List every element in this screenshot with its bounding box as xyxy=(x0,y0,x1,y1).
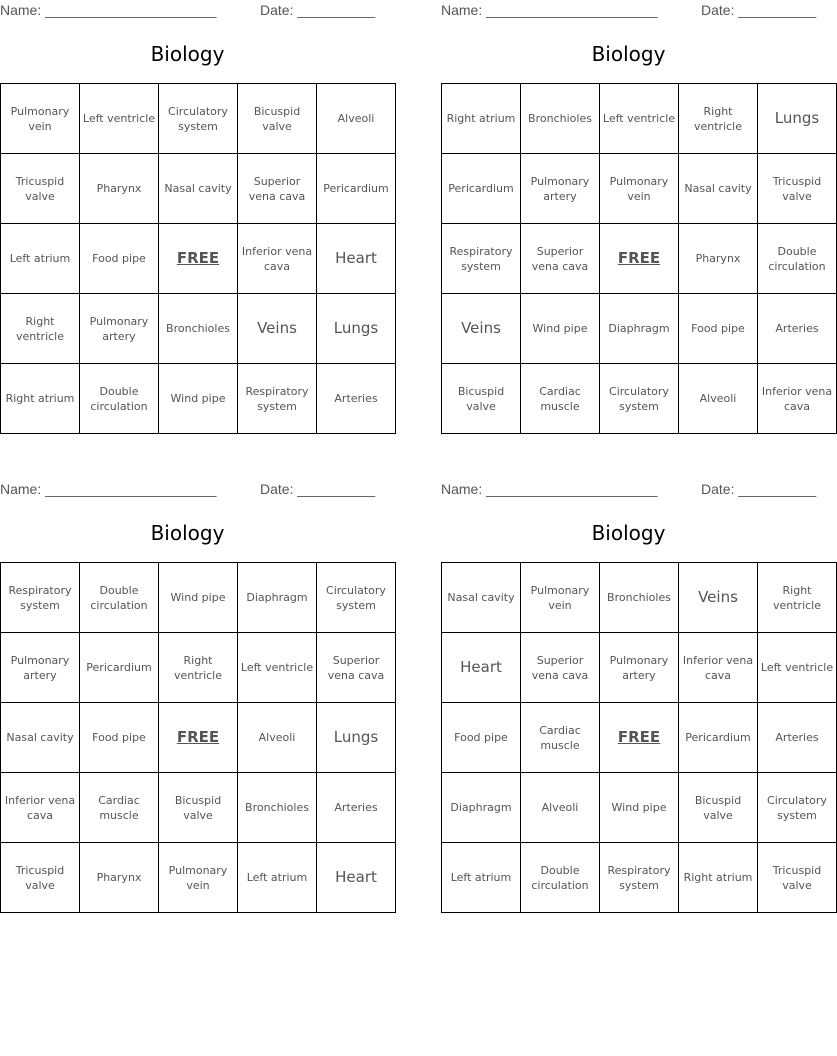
free-space-cell: FREE xyxy=(600,703,679,773)
bingo-cell: Food pipe xyxy=(80,703,159,773)
bingo-cell: Inferior vena cava xyxy=(679,633,758,703)
bingo-cell: Diaphragm xyxy=(238,563,317,633)
bingo-cell: Wind pipe xyxy=(600,773,679,843)
bingo-cell: Nasal cavity xyxy=(442,563,521,633)
bingo-cell: Pulmonary vein xyxy=(521,563,600,633)
free-space-cell: FREE xyxy=(159,224,238,294)
card-title: Biology xyxy=(591,42,666,66)
bingo-cell: Lungs xyxy=(317,294,396,364)
grid-row xyxy=(442,703,837,773)
bingo-cell: Arteries xyxy=(317,364,396,434)
name-field-label: Name: ______________________ xyxy=(441,2,658,18)
bingo-cell: Left ventricle xyxy=(758,633,837,703)
bingo-cell: Circulatory system xyxy=(317,563,396,633)
grid-row xyxy=(1,843,396,913)
grid-row xyxy=(1,773,396,843)
grid-row xyxy=(1,703,396,773)
grid-row xyxy=(1,563,396,633)
bingo-cell: Veins xyxy=(238,294,317,364)
bingo-cell: Bronchioles xyxy=(600,563,679,633)
bingo-grid xyxy=(441,83,837,434)
bingo-cell: Alveoli xyxy=(317,84,396,154)
bingo-cell: Respiratory system xyxy=(1,563,80,633)
bingo-cell: Tricuspid valve xyxy=(1,154,80,224)
card-header xyxy=(0,0,375,22)
bingo-cell: Wind pipe xyxy=(159,364,238,434)
bingo-cell: Pulmonary artery xyxy=(521,154,600,224)
bingo-cell: Right ventricle xyxy=(679,84,758,154)
bingo-cell: Pericardium xyxy=(679,703,758,773)
bingo-cell: Pharynx xyxy=(80,843,159,913)
bingo-cell: Double circulation xyxy=(758,224,837,294)
bingo-cell: Right ventricle xyxy=(758,563,837,633)
card-header xyxy=(441,0,816,22)
bingo-cell: Bronchioles xyxy=(238,773,317,843)
bingo-cell: Pulmonary artery xyxy=(1,633,80,703)
bingo-cell: Right ventricle xyxy=(159,633,238,703)
free-space-cell: FREE xyxy=(159,703,238,773)
grid-row xyxy=(1,633,396,703)
bingo-cell: Nasal cavity xyxy=(1,703,80,773)
bingo-cell: Pulmonary vein xyxy=(600,154,679,224)
bingo-cell: Superior vena cava xyxy=(317,633,396,703)
bingo-cell: Circulatory system xyxy=(758,773,837,843)
card-title: Biology xyxy=(591,521,666,545)
bingo-cell: Arteries xyxy=(758,703,837,773)
grid-row xyxy=(442,294,837,364)
bingo-cell: Inferior vena cava xyxy=(1,773,80,843)
date-field-label: Date: __________ xyxy=(701,481,817,497)
bingo-cell: Lungs xyxy=(758,84,837,154)
bingo-cell: Bicuspid valve xyxy=(679,773,758,843)
bingo-cell: Bronchioles xyxy=(159,294,238,364)
bingo-cell: Respiratory system xyxy=(442,224,521,294)
grid-row xyxy=(1,364,396,434)
bingo-cell: Pericardium xyxy=(442,154,521,224)
bingo-cell: Right atrium xyxy=(679,843,758,913)
grid-row xyxy=(442,364,837,434)
grid-row xyxy=(1,294,396,364)
grid-row xyxy=(1,154,396,224)
grid-row xyxy=(442,773,837,843)
bingo-grid xyxy=(0,83,396,434)
bingo-cell: Heart xyxy=(317,843,396,913)
name-field-label: Name: ______________________ xyxy=(0,2,217,18)
bingo-cell: Alveoli xyxy=(679,364,758,434)
bingo-cell: Nasal cavity xyxy=(679,154,758,224)
bingo-cell: Superior vena cava xyxy=(238,154,317,224)
grid-row xyxy=(442,563,837,633)
bingo-cell: Double circulation xyxy=(80,563,159,633)
bingo-cell: Arteries xyxy=(758,294,837,364)
bingo-cell: Tricuspid valve xyxy=(758,843,837,913)
bingo-cell: Circulatory system xyxy=(159,84,238,154)
grid-row xyxy=(442,84,837,154)
bingo-cell: Right atrium xyxy=(442,84,521,154)
date-field-label: Date: __________ xyxy=(260,2,376,18)
bingo-cell: Food pipe xyxy=(442,703,521,773)
bingo-cell: Bronchioles xyxy=(521,84,600,154)
bingo-cell: Superior vena cava xyxy=(521,633,600,703)
bingo-cell: Nasal cavity xyxy=(159,154,238,224)
bingo-cell: Right atrium xyxy=(1,364,80,434)
bingo-cell: Pericardium xyxy=(317,154,396,224)
name-field-label: Name: ______________________ xyxy=(441,481,658,497)
bingo-cell: Cardiac muscle xyxy=(80,773,159,843)
bingo-cell: Left ventricle xyxy=(238,633,317,703)
bingo-cell: Cardiac muscle xyxy=(521,703,600,773)
bingo-cell: Heart xyxy=(442,633,521,703)
free-space-cell: FREE xyxy=(600,224,679,294)
bingo-cell: Veins xyxy=(679,563,758,633)
bingo-cell: Alveoli xyxy=(521,773,600,843)
card-header xyxy=(0,479,375,501)
bingo-cell: Pharynx xyxy=(679,224,758,294)
bingo-cell: Lungs xyxy=(317,703,396,773)
bingo-cell: Double circulation xyxy=(521,843,600,913)
bingo-cell: Food pipe xyxy=(679,294,758,364)
bingo-cell: Tricuspid valve xyxy=(1,843,80,913)
bingo-cell: Cardiac muscle xyxy=(521,364,600,434)
date-field-label: Date: __________ xyxy=(260,481,376,497)
bingo-cell: Respiratory system xyxy=(600,843,679,913)
bingo-grid xyxy=(0,562,396,913)
bingo-cell: Arteries xyxy=(317,773,396,843)
grid-row xyxy=(442,224,837,294)
bingo-cell: Alveoli xyxy=(238,703,317,773)
name-field-label: Name: ______________________ xyxy=(0,481,217,497)
bingo-cell: Diaphragm xyxy=(442,773,521,843)
grid-row xyxy=(442,843,837,913)
bingo-cell: Pulmonary artery xyxy=(80,294,159,364)
bingo-cell: Right ventricle xyxy=(1,294,80,364)
bingo-cell: Respiratory system xyxy=(238,364,317,434)
bingo-cell: Pericardium xyxy=(80,633,159,703)
bingo-grid xyxy=(441,562,837,913)
bingo-cell: Left ventricle xyxy=(600,84,679,154)
bingo-cell: Superior vena cava xyxy=(521,224,600,294)
bingo-cell: Inferior vena cava xyxy=(758,364,837,434)
grid-row xyxy=(1,84,396,154)
card-title: Biology xyxy=(150,521,225,545)
bingo-cell: Tricuspid valve xyxy=(758,154,837,224)
bingo-cell: Veins xyxy=(442,294,521,364)
grid-row xyxy=(1,224,396,294)
bingo-cell: Circulatory system xyxy=(600,364,679,434)
grid-row xyxy=(442,633,837,703)
bingo-cell: Heart xyxy=(317,224,396,294)
bingo-cell: Diaphragm xyxy=(600,294,679,364)
date-field-label: Date: __________ xyxy=(701,2,817,18)
bingo-cell: Bicuspid valve xyxy=(238,84,317,154)
bingo-cell: Left atrium xyxy=(1,224,80,294)
bingo-cell: Left atrium xyxy=(442,843,521,913)
bingo-cell: Pharynx xyxy=(80,154,159,224)
bingo-cell: Bicuspid valve xyxy=(442,364,521,434)
bingo-cell: Pulmonary artery xyxy=(600,633,679,703)
grid-row xyxy=(442,154,837,224)
bingo-cell: Double circulation xyxy=(80,364,159,434)
bingo-cell: Inferior vena cava xyxy=(238,224,317,294)
bingo-cell: Bicuspid valve xyxy=(159,773,238,843)
bingo-cell: Wind pipe xyxy=(521,294,600,364)
bingo-cell: Wind pipe xyxy=(159,563,238,633)
bingo-cell: Food pipe xyxy=(80,224,159,294)
card-title: Biology xyxy=(150,42,225,66)
bingo-cell: Pulmonary vein xyxy=(1,84,80,154)
bingo-cell: Left atrium xyxy=(238,843,317,913)
bingo-cell: Pulmonary vein xyxy=(159,843,238,913)
card-header xyxy=(441,479,816,501)
bingo-cell: Left ventricle xyxy=(80,84,159,154)
